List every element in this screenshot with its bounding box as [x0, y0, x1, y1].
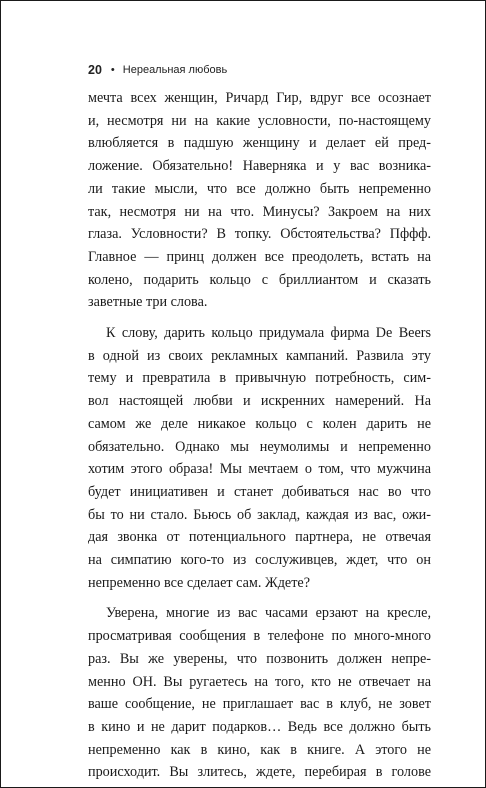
body-text: [88, 87, 431, 784]
text-line: непременно как в кино, как в книге. А этого не: [88, 741, 431, 758]
text-line: ложение. Обязательно! Наверняка и у вас возника-: [88, 158, 431, 175]
text-line: на симпатию кого-то из сослуживцев, ждет, что он: [88, 552, 431, 569]
paragraph: [88, 322, 431, 594]
running-header: [88, 61, 227, 79]
text-line: колено, подарить кольцо с бриллиантом и сказать: [88, 271, 431, 288]
text-line: ваше сообщение, не приглашает вас в клуб, не зовет: [88, 696, 431, 713]
paragraph: [88, 602, 431, 784]
text-line: просматривая сообщения в телефоне по много-много: [88, 628, 431, 645]
text-line: ли такие мысли, что все должно быть непременно: [88, 180, 431, 197]
text-line: обязательно. Однако мы неумолимы и непременно: [88, 438, 431, 455]
page-number: 20: [88, 63, 102, 77]
paragraph-gap: [88, 594, 431, 602]
text-line: К слову, дарить кольцо придумала фирма De Beers: [106, 325, 431, 342]
text-line: раз. Вы же уверены, что позвонить должен непре-: [88, 650, 431, 667]
paragraph-gap: [88, 314, 431, 322]
text-line: мечта всех женщин, Ричард Гир, вдруг все осознает: [88, 90, 431, 106]
text-line: дая звонка от потенциального партнера, не отвечая: [88, 529, 431, 546]
text-line: в кино и не дарит подарков… Ведь все должно быть: [88, 718, 431, 735]
text-line: Главное — принц должен все преодолеть, встать на: [88, 248, 431, 265]
text-line: и, несмотря ни на какие условности, по-настоящему: [88, 112, 431, 129]
text-line: глаза. Условности? В топку. Обстоятельства? Пффф.: [88, 226, 431, 243]
text-line: менно ОН. Вы ругаетесь на того, кто не отвечает на: [88, 673, 431, 690]
text-line: самом же деле никакое кольцо с колен дарить не: [88, 415, 431, 432]
text-line: заветные три слова.: [88, 294, 208, 311]
paragraph: [88, 87, 431, 314]
bullet-separator: •: [110, 64, 115, 76]
text-line: вол настоящей любви и искренних намерений. На: [88, 393, 431, 410]
text-line: в одной из своих рекламных кампаний. Развила эту: [88, 347, 431, 364]
text-line: тему и превратила в привычную потребность, сим-: [88, 370, 431, 387]
chapter-title: Нереальная любовь: [122, 64, 228, 76]
text-line: так, несмотря ни на что. Минусы? Закроем на них: [88, 203, 431, 220]
text-line: влюбляется в падшую женщину и делает ей пред-: [88, 135, 431, 152]
text-line: будет инициативен и станет добиваться нас во что: [88, 483, 431, 500]
text-line: происходит. Вы злитесь, ждете, перебирая в голове: [88, 764, 431, 781]
text-line: бы то ни стало. Бьюсь об заклад, каждая из вас, ожи-: [88, 506, 431, 523]
text-line: непременно все сделает сам. Ждете?: [88, 574, 310, 591]
text-line: Уверена, многие из вас часами ерзают на кресле,: [106, 605, 431, 622]
text-line: хотим этого образа! Мы мечтаем о том, что мужчина: [88, 461, 431, 478]
